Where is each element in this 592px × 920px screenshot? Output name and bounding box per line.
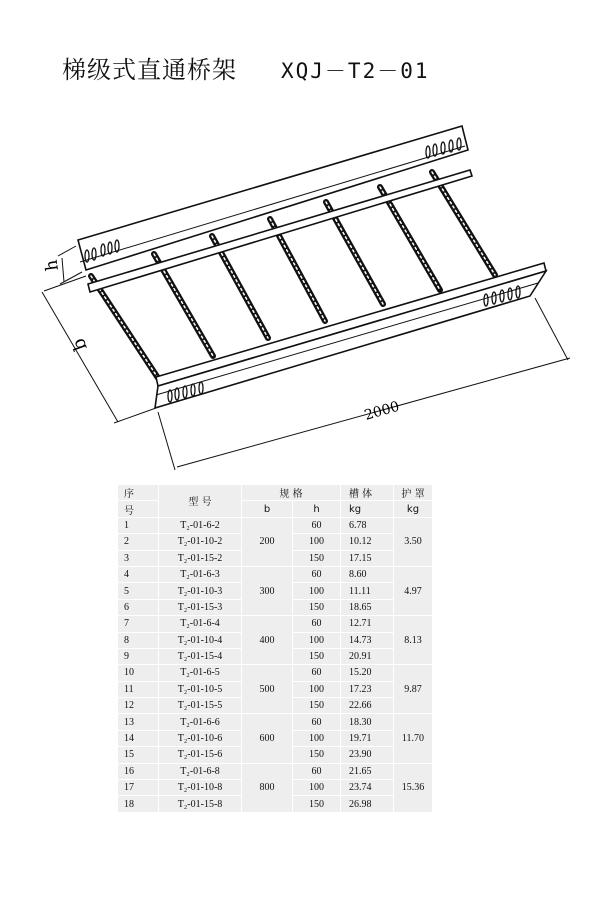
group-b: 500 [242, 665, 293, 714]
back-side-rail [78, 126, 472, 292]
row-h: 60 [293, 665, 341, 681]
row-no: 1 [118, 517, 159, 533]
group-cover-kg: 3.50 [394, 517, 433, 566]
row-h: 60 [293, 566, 341, 582]
header-no: 序 [118, 485, 159, 501]
row-trough-kg: 11.11 [341, 583, 394, 599]
rung [91, 276, 158, 378]
row-no: 17 [118, 780, 159, 796]
row-no: 2 [118, 534, 159, 550]
row-trough-kg: 23.90 [341, 747, 394, 763]
header-model: 型 号 [159, 485, 242, 518]
group-cover-kg: 15.36 [394, 763, 433, 812]
dimension-length: 2000 [362, 398, 402, 424]
row-trough-kg: 12.71 [341, 616, 394, 632]
front-side-rail [155, 263, 546, 408]
row-model: T₂-01-10-4 [159, 632, 242, 648]
table-row [118, 763, 433, 779]
row-no: 5 [118, 583, 159, 599]
row-no: 7 [118, 616, 159, 632]
row-model: T₂-01-15-4 [159, 648, 242, 664]
dimension-h: h [41, 258, 63, 273]
row-trough-kg: 18.30 [341, 714, 394, 730]
table-header-row [118, 485, 433, 501]
row-no: 14 [118, 730, 159, 746]
row-model: T₂-01-6-3 [159, 566, 242, 582]
product-name: 梯级式直通桥架 [62, 56, 237, 84]
row-h: 100 [293, 632, 341, 648]
row-h: 60 [293, 517, 341, 533]
row-trough-kg: 23.74 [341, 780, 394, 796]
row-model: T₂-01-15-8 [159, 796, 242, 812]
header-spec: 规 格 [242, 485, 341, 501]
row-trough-kg: 6.78 [341, 517, 394, 533]
row-no: 6 [118, 599, 159, 615]
row-model: T₂-01-6-5 [159, 665, 242, 681]
row-no: 11 [118, 681, 159, 697]
group-cover-kg: 8.13 [394, 616, 433, 665]
row-no: 15 [118, 747, 159, 763]
row-no: 10 [118, 665, 159, 681]
row-model: T₂-01-10-5 [159, 681, 242, 697]
row-h: 150 [293, 550, 341, 566]
row-h: 150 [293, 648, 341, 664]
row-model: T₂-01-6-8 [159, 763, 242, 779]
row-model: T₂-01-10-2 [159, 534, 242, 550]
row-model: T₂-01-10-3 [159, 583, 242, 599]
group-b: 400 [242, 616, 293, 665]
row-trough-kg: 20.91 [341, 648, 394, 664]
row-h: 100 [293, 534, 341, 550]
row-trough-kg: 14.73 [341, 632, 394, 648]
product-code: XQJ－T2－01 [281, 59, 430, 83]
header-trough: 槽 体 [341, 485, 394, 501]
header-no-2: 号 [118, 501, 159, 517]
group-cover-kg: 4.97 [394, 566, 433, 615]
row-no: 8 [118, 632, 159, 648]
group-cover-kg: 9.87 [394, 665, 433, 714]
rung [432, 172, 495, 275]
spec-table [117, 484, 433, 813]
group-b: 200 [242, 517, 293, 566]
table-row [118, 665, 433, 681]
header-cover: 护 罩 [394, 485, 433, 501]
row-no: 4 [118, 566, 159, 582]
group-b: 600 [242, 714, 293, 763]
table-row [118, 616, 433, 632]
row-h: 60 [293, 763, 341, 779]
group-b: 800 [242, 763, 293, 812]
row-h: 100 [293, 780, 341, 796]
row-no: 9 [118, 648, 159, 664]
row-no: 16 [118, 763, 159, 779]
group-b: 300 [242, 566, 293, 615]
row-model: T₂-01-10-8 [159, 780, 242, 796]
row-trough-kg: 17.23 [341, 681, 394, 697]
header-cover-unit: kg [394, 501, 433, 517]
row-h: 60 [293, 714, 341, 730]
header-trough-unit: kg [341, 501, 394, 517]
row-no: 18 [118, 796, 159, 812]
rung [380, 187, 440, 290]
row-trough-kg: 10.12 [341, 534, 394, 550]
row-trough-kg: 26.98 [341, 796, 394, 812]
table-row [118, 566, 433, 582]
header-b: b [242, 501, 293, 517]
row-h: 150 [293, 796, 341, 812]
row-trough-kg: 19.71 [341, 730, 394, 746]
row-h: 150 [293, 599, 341, 615]
header-h: h [293, 501, 341, 517]
dimension-b: b [68, 335, 92, 354]
row-model: T₂-01-6-6 [159, 714, 242, 730]
row-trough-kg: 18.65 [341, 599, 394, 615]
row-h: 150 [293, 747, 341, 763]
row-model: T₂-01-6-4 [159, 616, 242, 632]
row-no: 13 [118, 714, 159, 730]
table-row [118, 517, 433, 533]
row-model: T₂-01-10-6 [159, 730, 242, 746]
row-h: 100 [293, 583, 341, 599]
row-trough-kg: 21.65 [341, 763, 394, 779]
row-h: 60 [293, 616, 341, 632]
ladder-tray-drawing [0, 95, 592, 480]
row-model: T₂-01-15-3 [159, 599, 242, 615]
row-h: 100 [293, 681, 341, 697]
table-row [118, 714, 433, 730]
row-no: 12 [118, 698, 159, 714]
row-trough-kg: 22.66 [341, 698, 394, 714]
row-no: 3 [118, 550, 159, 566]
row-model: T₂-01-15-6 [159, 747, 242, 763]
group-cover-kg: 11.70 [394, 714, 433, 763]
row-h: 150 [293, 698, 341, 714]
row-model: T₂-01-15-2 [159, 550, 242, 566]
row-h: 100 [293, 730, 341, 746]
row-trough-kg: 17.15 [341, 550, 394, 566]
page-title [62, 50, 430, 85]
row-trough-kg: 8.60 [341, 566, 394, 582]
row-model: T₂-01-6-2 [159, 517, 242, 533]
row-model: T₂-01-15-5 [159, 698, 242, 714]
row-trough-kg: 15.20 [341, 665, 394, 681]
